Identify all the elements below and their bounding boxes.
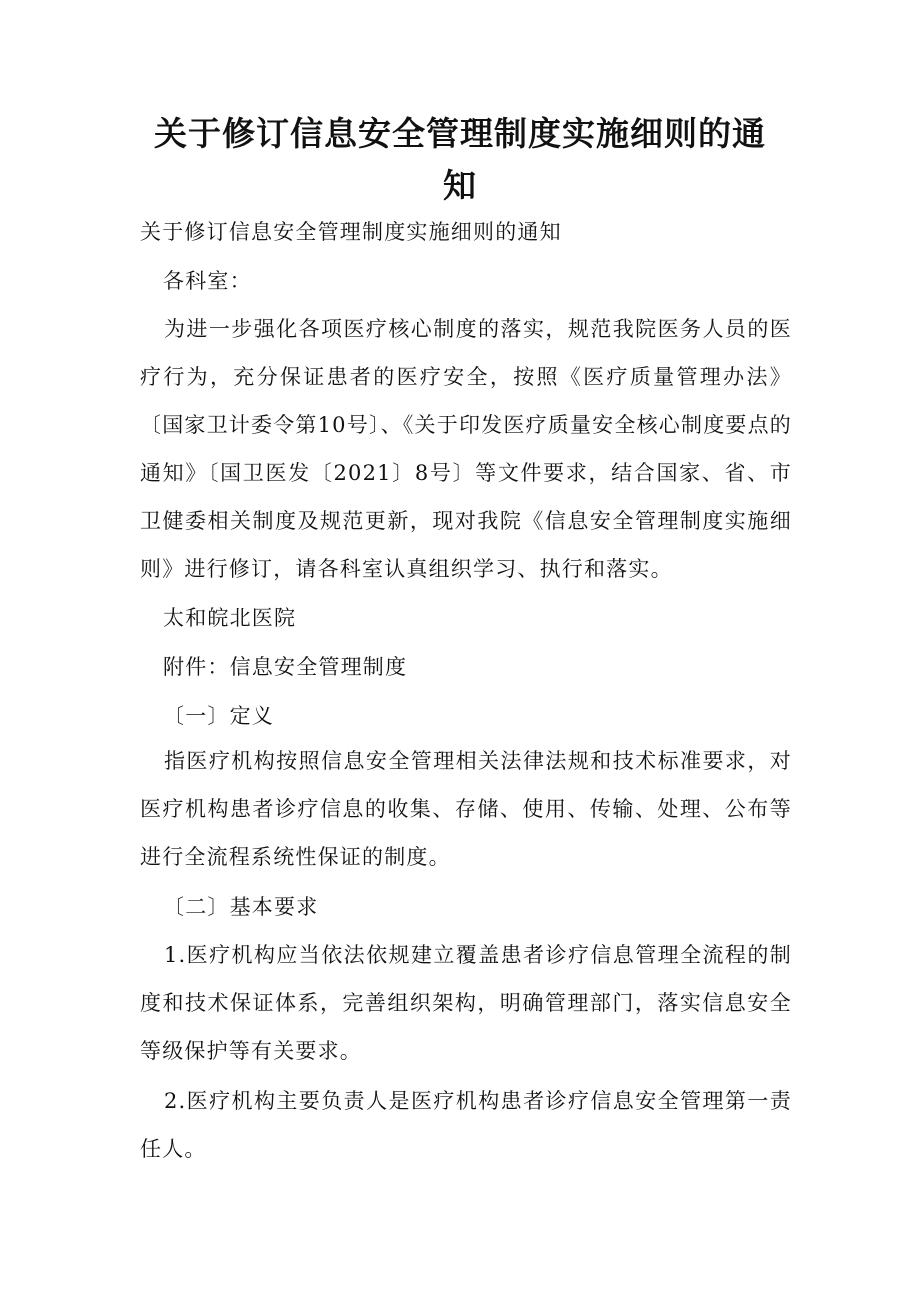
definition-paragraph: 指医疗机构按照信息安全管理相关法律法规和技术标准要求，对医疗机构患者诊疗信息的收集、存储、使用、传输、处理、公布等进行全流程系统性保证的制度。: [140, 749, 792, 869]
document-title: 关于修订信息安全管理制度实施细则的通知: [154, 114, 766, 205]
section-heading-requirements: 〔二〕基本要求: [163, 895, 319, 919]
document-subtitle: 关于修订信息安全管理制度实施细则的通知: [140, 220, 562, 244]
issuer: 太和皖北医院: [163, 606, 297, 630]
requirement-item-1: 1.医疗机构应当依法依规建立覆盖患者诊疗信息管理全流程的制度和技术保证体系，完善组织架构，明确管理部门，落实信息安全等级保护等有关要求。: [140, 943, 792, 1063]
salutation: 各科室：: [163, 269, 252, 293]
requirement-item-2: 2.医疗机构主要负责人是医疗机构患者诊疗信息安全管理第一责任人。: [140, 1089, 792, 1161]
intro-paragraph: 为进一步强化各项医疗核心制度的落实，规范我院医务人员的医疗行为，充分保证患者的医疗安全，按照《医疗质量管理办法》〔国家卫计委令第10号〕、《关于印发医疗质量安全核心制度要点的通知》〔国卫医发〔2021〕8号〕等文件要求，结合国家、省、市卫健委相关制度及规范更新，现对我院《信息安全管理制度实施细则》进行修订，请各科室认真组织学习、执行和落实。: [140, 317, 792, 581]
section-heading-definition: 〔一〕定义: [163, 704, 274, 728]
attachment-line: 附件：信息安全管理制度: [163, 655, 408, 679]
